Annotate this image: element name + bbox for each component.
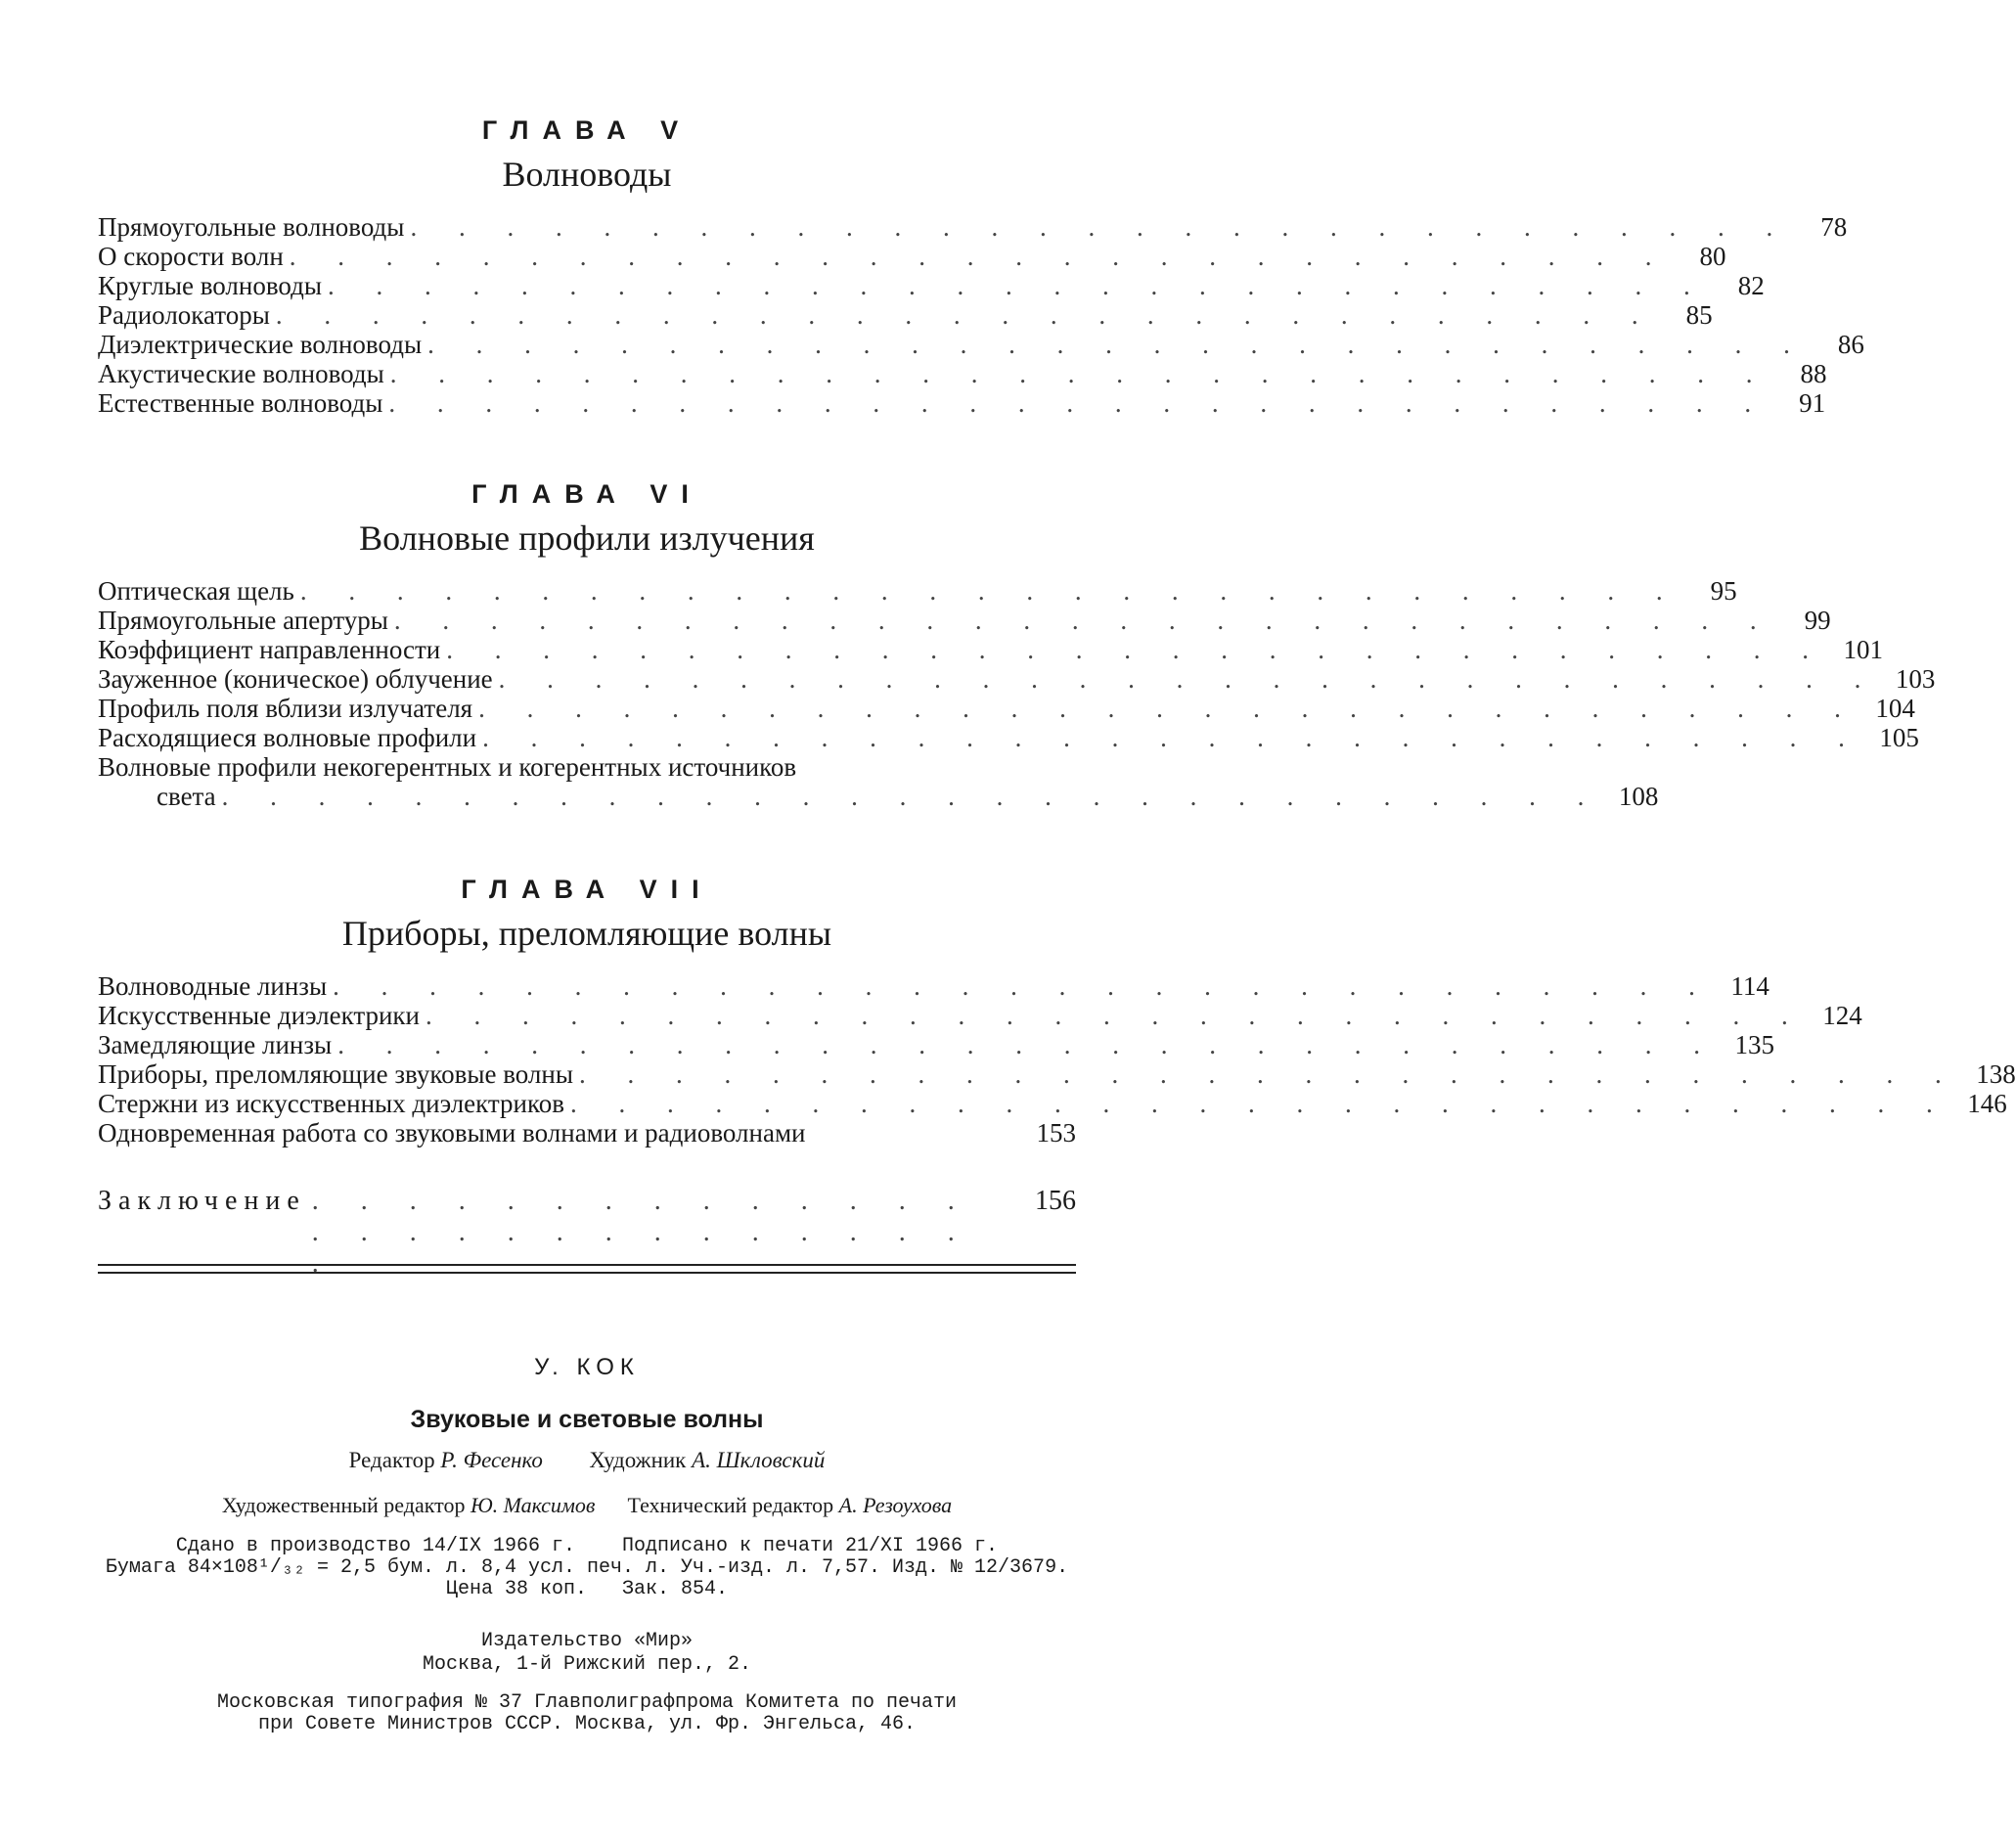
toc-list — [98, 212, 1864, 418]
toc-entry-page: 146 — [1967, 1089, 2007, 1118]
toc-entry-title: Естественные волноводы — [98, 388, 383, 418]
toc-entry-title: Замедляющие линзы — [98, 1030, 333, 1059]
chapter-label: ГЛАВА V — [481, 115, 693, 145]
imprint-publication-info — [98, 1536, 1076, 1600]
toc-entry-page: 104 — [1875, 694, 1915, 723]
toc-entry-page: 95 — [1710, 576, 1737, 606]
toc-entry-page: 153 — [1036, 1118, 1076, 1148]
production-line: Сдано в производство 14/IX 1966 г. Подписано к печати 21/XI 1966 г. — [175, 1535, 999, 1557]
toc-leader: . . . . . . . . . . . . . . . . . . . . . . . . . . . . . — [478, 694, 1859, 723]
toc-list — [98, 971, 2016, 1148]
toc-entry-line2 — [98, 782, 1659, 811]
toc-entry-title: Прямоугольные волноводы — [98, 212, 405, 242]
chapter-vii — [98, 875, 2016, 1148]
toc-entry — [98, 271, 1765, 300]
toc-leader: . . . . . . . . . . . . . . . . . . . . . . . . . . . . . — [425, 1001, 1806, 1030]
printer-line1: Московская типография № 37 Главполиграфпрома Комитета по печати — [216, 1691, 958, 1714]
toc-entry — [98, 1001, 1862, 1030]
divider-rule — [98, 1264, 1076, 1266]
toc-entry-page: 85 — [1685, 300, 1713, 330]
artist-label: Художник — [589, 1448, 687, 1472]
toc-entry-title: О скорости волн — [98, 242, 284, 271]
toc-entry-page: 135 — [1734, 1030, 1774, 1059]
toc-leader: . . . . . . . . . . . . . . . . . . . . . . . . . . . . . — [578, 1059, 1959, 1089]
toc-entry-page: 101 — [1843, 635, 1883, 664]
editor-label: Редактор — [348, 1448, 435, 1472]
art-editor-label: Художественный редактор — [221, 1493, 466, 1517]
toc-entry — [98, 1118, 1076, 1148]
tech-editor-label: Технический редактор — [627, 1493, 834, 1517]
toc-entry-title: Радиолокаторы — [98, 300, 270, 330]
toc-entry — [98, 694, 1915, 723]
imprint-art-tech-editors — [98, 1493, 1076, 1518]
toc-leader: . . . . . . . . . . . . . . . . . . . . . . . . . . . . . — [410, 212, 1791, 242]
toc-leader: . . . . . . . . . . . . . . . . . . . . . . . . . . . . . — [337, 1030, 1718, 1059]
toc-entry — [98, 388, 1826, 418]
toc-entry-page: 80 — [1699, 242, 1726, 271]
toc-entry-title: Акустические волноводы — [98, 359, 384, 388]
toc-entry — [98, 330, 1864, 359]
toc-entry — [98, 1089, 2007, 1118]
toc-entry-page: 86 — [1837, 330, 1864, 359]
imprint-publisher — [98, 1630, 1076, 1677]
chapter-v — [98, 115, 1864, 418]
price-line: Цена 38 коп. Зак. 854. — [445, 1578, 729, 1600]
divider-rule — [98, 1272, 1076, 1274]
toc-leader: . . . . . . . . . . . . . . . . . . . . . . . . . . . . . — [388, 388, 1770, 418]
toc-entry — [98, 971, 1770, 1001]
toc-entry — [98, 1059, 2016, 1089]
toc-entry-title: Стержни из искусственных диэлектриков — [98, 1089, 564, 1118]
toc-entry-page: 103 — [1895, 664, 1936, 694]
toc-entry-page: 108 — [1618, 782, 1659, 811]
toc-entry-page: 124 — [1822, 1001, 1862, 1030]
toc-entry-title: Приборы, преломляющие звуковые волны — [98, 1059, 573, 1089]
toc-entry-title: Расходящиеся волновые профили — [98, 723, 477, 752]
toc-entry — [98, 664, 1936, 694]
chapter-label: ГЛАВА VII — [461, 875, 713, 904]
imprint-book-title: Звуковые и световые волны — [410, 1406, 764, 1433]
paper-line: Бумага 84×108¹/₃₂ = 2,5 бум. л. 8,4 усл. печ. л. Уч.-изд. л. 7,57. Изд. № 12/3679. — [105, 1556, 1069, 1579]
toc-entry — [98, 606, 1831, 635]
toc-entry-title: Профиль поля вблизи излучателя — [98, 694, 473, 723]
toc-entry — [98, 300, 1713, 330]
toc-entry-page: 138 — [1976, 1059, 2016, 1089]
toc-leader: . . . . . . . . . . . . . . . . . . . . . . . . . . . . . — [275, 300, 1656, 330]
toc-entry-multiline — [98, 752, 1659, 811]
toc-leader: . . . . . . . . . . . . . . . . . . . . . . . . . . . . . — [427, 330, 1808, 359]
toc-leader: . . . . . . . . . . . . . . . . . . . . . . . . . . . . . — [482, 723, 1862, 752]
toc-list — [98, 576, 1936, 811]
publisher-address: Москва, 1-й Рижский пер., 2. — [422, 1653, 752, 1676]
chapter-label: ГЛАВА VI — [471, 479, 702, 509]
toc-entry-title: Одновременная работа со звуковыми волнами и радиоволнами — [98, 1118, 806, 1148]
toc-leader: . . . . . . . . . . . . . . . . . . . . . . . . . . . . . — [498, 664, 1879, 694]
toc-leader: . . . . . . . . . . . . . . . . . . . . . . . . . . . . . — [221, 782, 1602, 811]
toc-entry-page: 82 — [1737, 271, 1765, 300]
toc-entry-title: Коэффициент направленности — [98, 635, 441, 664]
toc-leader: . . . . . . . . . . . . . . . . . . . . . . . . . . . . . — [393, 606, 1774, 635]
toc-entry-title: Оптическая щель — [98, 576, 294, 606]
toc-leader: . . . . . . . . . . . . . . . . . . . . . . . . . . . . . — [569, 1089, 1950, 1118]
toc-entry-title: Искусственные диэлектрики — [98, 1001, 420, 1030]
toc-leader: . . . . . . . . . . . . . . . . . . . . . . . . . . . . . — [446, 635, 1826, 664]
toc-entry-page: 91 — [1799, 388, 1826, 418]
toc-entry-page: 78 — [1820, 212, 1848, 242]
toc-entry — [98, 242, 1726, 271]
toc-entry-title-line1: Волновые профили некогерентных и когерентных источников — [98, 752, 797, 782]
toc-leader: . . . . . . . . . . . . . . . . . . . . . . . . . . . . . — [289, 242, 1670, 271]
tech-editor-name: А. Резоухова — [838, 1493, 953, 1517]
toc-leader: . . . . . . . . . . . . . . . . . . . . . . . . . . . . . — [311, 1186, 972, 1279]
toc-leader: . . . . . . . . . . . . . . . . . . . . . . . . . . . . . — [333, 971, 1713, 1001]
toc-entry-page: 114 — [1730, 971, 1770, 1001]
toc-leader: . . . . . . . . . . . . . . . . . . . . . . . . . . . . . — [328, 271, 1708, 300]
publisher-name: Издательство «Мир» — [480, 1630, 694, 1652]
imprint-printer — [98, 1692, 1076, 1735]
toc-entry-title: Диэлектрические волноводы — [98, 330, 423, 359]
toc-entry-title: Волноводные линзы — [98, 971, 328, 1001]
conclusion-title: Заключение — [98, 1186, 306, 1216]
conclusion-page: 156 — [1035, 1186, 1076, 1216]
toc-entry — [98, 723, 1919, 752]
imprint-editors — [98, 1448, 1076, 1473]
toc-leader: . . . . . . . . . . . . . . . . . . . . . . . . . . . . . — [299, 576, 1680, 606]
toc-entry — [98, 1030, 1774, 1059]
chapter-title: Волноводы — [502, 155, 672, 194]
toc-entry-title: Прямоугольные апертуры — [98, 606, 388, 635]
chapter-title: Волновые профили излучения — [359, 518, 815, 558]
toc-entry-page: 105 — [1879, 723, 1919, 752]
editor-name: Р. Фесенко — [440, 1448, 543, 1472]
imprint-author: У. КОК — [534, 1354, 640, 1380]
chapter-vi — [98, 479, 1936, 811]
toc-entry-title: Зауженное (коническое) облучение — [98, 664, 493, 694]
toc-entry — [98, 635, 1883, 664]
toc-entry-title: Круглые волноводы — [98, 271, 322, 300]
toc-entry — [98, 576, 1737, 606]
artist-name: А. Шкловский — [692, 1448, 826, 1472]
chapter-title: Приборы, преломляющие волны — [341, 914, 832, 953]
printer-line2: при Совете Министров СССР. Москва, ул. Фр. Энгельса, 46. — [257, 1713, 917, 1735]
art-editor-name: Ю. Максимов — [470, 1493, 596, 1517]
toc-leader: . . . . . . . . . . . . . . . . . . . . . . . . . . . . . — [389, 359, 1770, 388]
toc-entry — [98, 212, 1848, 242]
toc-entry-title-line2: света — [157, 782, 216, 811]
toc-entry-page: 88 — [1800, 359, 1827, 388]
toc-entry — [98, 359, 1827, 388]
toc-entry-page: 99 — [1804, 606, 1831, 635]
